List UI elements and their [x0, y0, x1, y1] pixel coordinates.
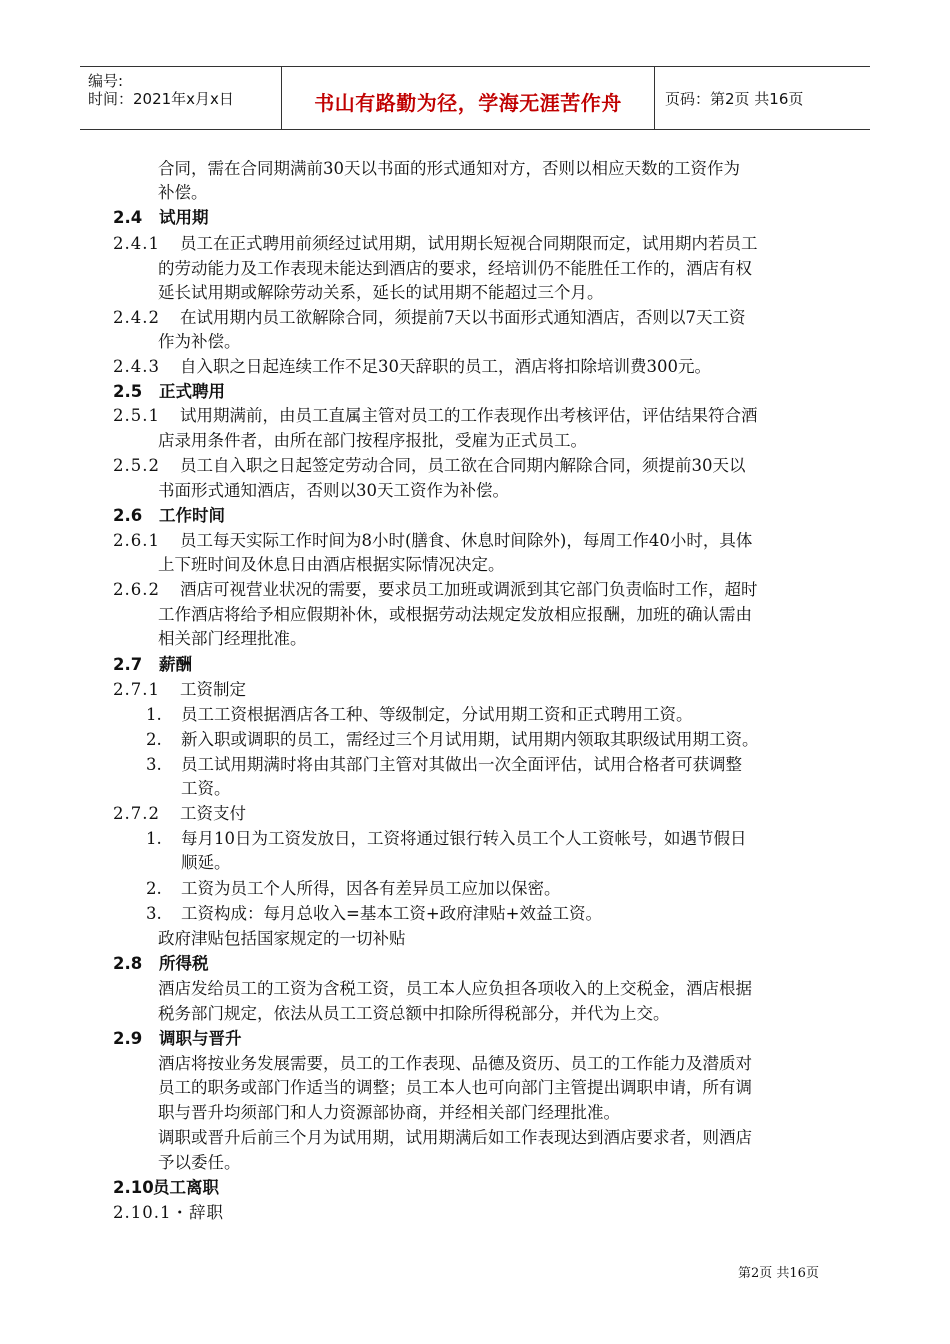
list-item: [146, 703, 693, 727]
section-heading: [113, 653, 192, 677]
header-motto-cell: [282, 67, 655, 129]
section-number: 2.6: [113, 506, 143, 525]
paragraph-line: 调职或晋升后前三个月为试用期，试用期满后如工作表现达到酒店要求者，则酒店: [158, 1128, 752, 1147]
clause-text: 酒店可视营业状况的需要，要求员工加班或调派到其它部门负责临时工作，超时: [180, 580, 758, 599]
list-number: 3.: [146, 755, 162, 774]
clause-text: 员工自入职之日起签定劳动合同，员工欲在合同期内解除合同，须提前30天以: [180, 456, 746, 475]
date-line: 时间：2021年x月x日: [88, 90, 234, 108]
clause-line: 2.10.1・辞职: [113, 1203, 224, 1222]
clause-number: 2.4.2: [113, 308, 160, 327]
section-number: 2.5: [113, 382, 143, 401]
clause-text: 员工在正式聘用前须经过试用期，试用期长短视合同期限而定，试用期内若员工: [180, 234, 758, 253]
paragraph-line: 顺延。: [181, 853, 231, 872]
paragraph-line: 相关部门经理批准。: [158, 629, 307, 648]
list-number: 3.: [146, 904, 162, 923]
section-heading: [113, 206, 209, 230]
header-page-cell: [655, 67, 870, 129]
paragraph-line: 工作酒店将给予相应假期补休，或根据劳动法规定发放相应报酬，加班的确认需由: [158, 605, 752, 624]
paragraph-line: 书面形式通知酒店，否则以30天工资作为补偿。: [158, 481, 509, 500]
list-number: 2.: [146, 730, 162, 749]
clause-line: [113, 578, 758, 602]
paragraph-line: 合同，需在合同期满前30天以书面的形式通知对方，否则以相应天数的工资作为: [158, 159, 740, 178]
clause-line: [113, 355, 711, 379]
clause-number: 2.5.1: [113, 406, 160, 425]
clause-line: [113, 454, 746, 478]
section-heading: [113, 380, 225, 404]
list-text: 每月10日为工资发放日，工资将通过银行转入员工个人工资帐号，如遇节假日: [181, 829, 747, 848]
clause-line: [113, 232, 758, 256]
list-item: [146, 827, 747, 851]
section-title: 试用期: [159, 208, 209, 227]
section-number: 2.4: [113, 208, 143, 227]
list-item: [146, 753, 742, 777]
clause-line: [113, 678, 246, 702]
section-title: 工作时间: [159, 506, 225, 525]
section-title: 调职与晋升: [159, 1029, 242, 1048]
paragraph-line: 酒店发给员工的工资为含税工资，员工本人应负担各项收入的上交税金，酒店根据: [158, 979, 752, 998]
serial-label: 编号:: [88, 72, 124, 90]
clause-number: 2.4.3: [113, 357, 160, 376]
section-number: 2.10: [113, 1178, 154, 1197]
list-text: 员工试用期满时将由其部门主管对其做出一次全面评估，试用合格者可获调整: [181, 755, 742, 774]
clause-number: 2.7.2: [113, 804, 160, 823]
section-heading: [113, 1176, 219, 1200]
paragraph-line: 店录用条件者，由所在部门按程序报批，受雇为正式员工。: [158, 431, 587, 450]
clause-number: 2.4.1: [113, 234, 160, 253]
page-footer: 第2页 共16页: [738, 1266, 819, 1281]
clause-text: 试用期满前，由员工直属主管对员工的工作表现作出考核评估，评估结果符合酒: [180, 406, 758, 425]
section-heading: [113, 504, 225, 528]
clause-text: 在试用期内员工欲解除合同，须提前7天以书面形式通知酒店，否则以7天工资: [180, 308, 746, 327]
section-number: 2.9: [113, 1029, 143, 1048]
list-text: 工资为员工个人所得，因各有差异员工应加以保密。: [181, 879, 561, 898]
list-number: 1.: [146, 829, 162, 848]
document-header: [80, 66, 870, 130]
list-text: 工资构成：每月总收入=基本工资+政府津贴+效益工资。: [181, 904, 602, 923]
section-heading: [113, 1027, 242, 1051]
list-number: 1.: [146, 705, 162, 724]
list-text: 新入职或调职的员工，需经过三个月试用期，试用期内领取其职级试用期工资。: [181, 730, 759, 749]
paragraph-line: 税务部门规定，依法从员工工资总额中扣除所得税部分，并代为上交。: [158, 1004, 670, 1023]
section-number: 2.8: [113, 954, 143, 973]
paragraph-line: 上下班时间及休息日由酒店根据实际情况决定。: [158, 555, 505, 574]
clause-line: [113, 529, 752, 553]
list-item: [146, 902, 602, 926]
list-text: 员工工资根据酒店各工种、等级制定，分试用期工资和正式聘用工资。: [181, 705, 693, 724]
paragraph-line: 补偿。: [158, 183, 208, 202]
section-number: 2.7: [113, 655, 143, 674]
clause-number: 2.6.1: [113, 531, 160, 550]
list-item: [146, 877, 561, 901]
paragraph-line: 作为补偿。: [158, 332, 241, 351]
clause-line: [113, 404, 758, 428]
section-title: 员工离职: [153, 1178, 219, 1197]
paragraph-line: 工资。: [181, 779, 231, 798]
clause-text: 员工每天实际工作时间为8小时(膳食、休息时间除外)，每周工作40小时，具体: [180, 531, 753, 550]
page-info: 页码：第2页 共16页: [665, 90, 804, 108]
clause-number: 2.7.1: [113, 680, 160, 699]
clause-title: 工资支付: [180, 804, 246, 823]
paragraph-line: 予以委任。: [158, 1153, 241, 1172]
clause-text: 自入职之日起连续工作不足30天辞职的员工，酒店将扣除培训费300元。: [180, 357, 711, 376]
paragraph-line: 酒店将按业务发展需要，员工的工作表现、品德及资历、员工的工作能力及潜质对: [158, 1054, 752, 1073]
clause-line: [113, 802, 246, 826]
paragraph-line: 的劳动能力及工作表现未能达到酒店的要求，经培训仍不能胜任工作的，酒店有权: [158, 259, 752, 278]
paragraph-line: 员工的职务或部门作适当的调整；员工本人也可向部门主管提出调职申请，所有调: [158, 1078, 752, 1097]
header-meta-cell: [80, 67, 282, 129]
section-title: 所得税: [159, 954, 209, 973]
list-item: [146, 728, 759, 752]
paragraph-line: 延长试用期或解除劳动关系，延长的试用期不能超过三个月。: [158, 283, 604, 302]
section-title: 正式聘用: [159, 382, 225, 401]
section-heading: [113, 952, 209, 976]
clause-number: 2.6.2: [113, 580, 160, 599]
clause-line: [113, 306, 746, 330]
list-number: 2.: [146, 879, 162, 898]
clause-number: 2.5.2: [113, 456, 160, 475]
paragraph-line: 职与晋升均须部门和人力资源部协商，并经相关部门经理批准。: [158, 1103, 620, 1122]
motto-text: 书山有路勤为径，学海无涯苦作舟: [314, 91, 622, 115]
paragraph-line: 政府津贴包括国家规定的一切补贴: [158, 929, 406, 948]
clause-title: 工资制定: [180, 680, 246, 699]
section-title: 薪酬: [159, 655, 192, 674]
